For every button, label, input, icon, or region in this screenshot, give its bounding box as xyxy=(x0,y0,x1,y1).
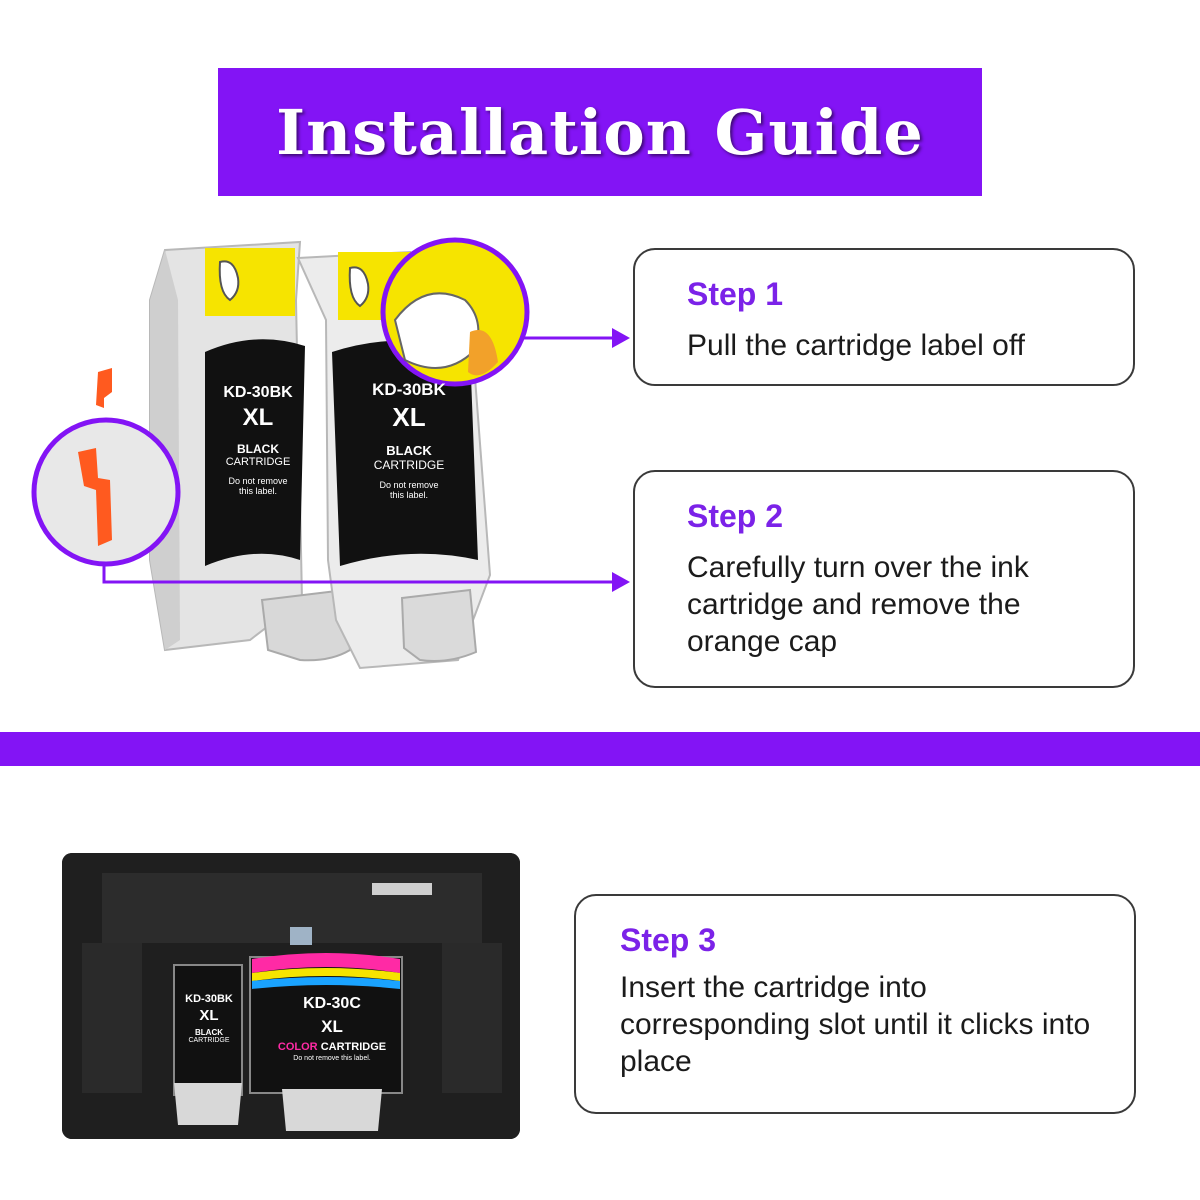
orange-cap-icon xyxy=(96,368,112,408)
printer-color-type: CARTRIDGE xyxy=(320,1041,387,1053)
printer-color-label xyxy=(262,995,402,1062)
cartridge-right-type1: BLACK xyxy=(386,443,432,458)
cartridge-left-type1: BLACK xyxy=(237,442,279,456)
printer-black-type2: CARTRIDGE xyxy=(188,1037,230,1044)
cartridge-left-model: KD-30BK xyxy=(223,384,293,401)
cartridge-right-warning1: Do not remove xyxy=(379,480,439,490)
label-tab-icon xyxy=(205,248,295,316)
cartridge-left-size: XL xyxy=(242,404,274,431)
step-2-card xyxy=(633,470,1135,688)
step-1-card xyxy=(633,248,1135,386)
step-3-description: Insert the cartridge into corresponding slot until it clicks into place xyxy=(620,971,1091,1078)
step-2-description: Carefully turn over the ink cartridge and remove the orange cap xyxy=(687,551,1029,658)
cartridge-left-label xyxy=(212,384,304,496)
arrow-right-icon xyxy=(612,328,630,348)
section-divider xyxy=(0,732,1200,766)
printer-color-warning: Do not remove this label. xyxy=(293,1055,371,1062)
printer-color-model: KD-30C xyxy=(303,995,361,1012)
cartridge-left-warning2: this label. xyxy=(238,486,278,496)
step-1-title: Step 1 xyxy=(687,276,784,312)
printer-black-type1: BLACK xyxy=(195,1028,223,1037)
printer-color-type-line xyxy=(262,1041,402,1053)
cartridge-left-warning1: Do not remove xyxy=(228,476,288,486)
cartridge-right-label xyxy=(350,380,468,500)
printer-black-size: XL xyxy=(199,1007,219,1024)
printer-black-model: KD-30BK xyxy=(185,993,233,1005)
cartridge-right-warning2: this label. xyxy=(389,490,429,500)
cartridge-right-type2: CARTRIDGE xyxy=(373,458,445,472)
page-title: Installation Guide xyxy=(276,95,924,169)
step-2-title: Step 2 xyxy=(687,498,784,534)
cartridge-right-model: KD-30BK xyxy=(372,380,446,399)
printer-black-label xyxy=(176,993,242,1044)
cartridge-left-type2: CARTRIDGE xyxy=(225,456,291,468)
printer-photo xyxy=(62,853,520,1139)
printer-color-word: COLOR xyxy=(277,1041,318,1053)
cartridge-right-size: XL xyxy=(392,402,426,432)
step-1-description: Pull the cartridge label off xyxy=(687,329,1025,362)
cartridge-illustration xyxy=(0,0,640,720)
printer-color-size: XL xyxy=(321,1017,343,1036)
step-3-title: Step 3 xyxy=(620,922,717,958)
step-3-card xyxy=(574,894,1136,1114)
arrow-right-icon xyxy=(612,572,630,592)
